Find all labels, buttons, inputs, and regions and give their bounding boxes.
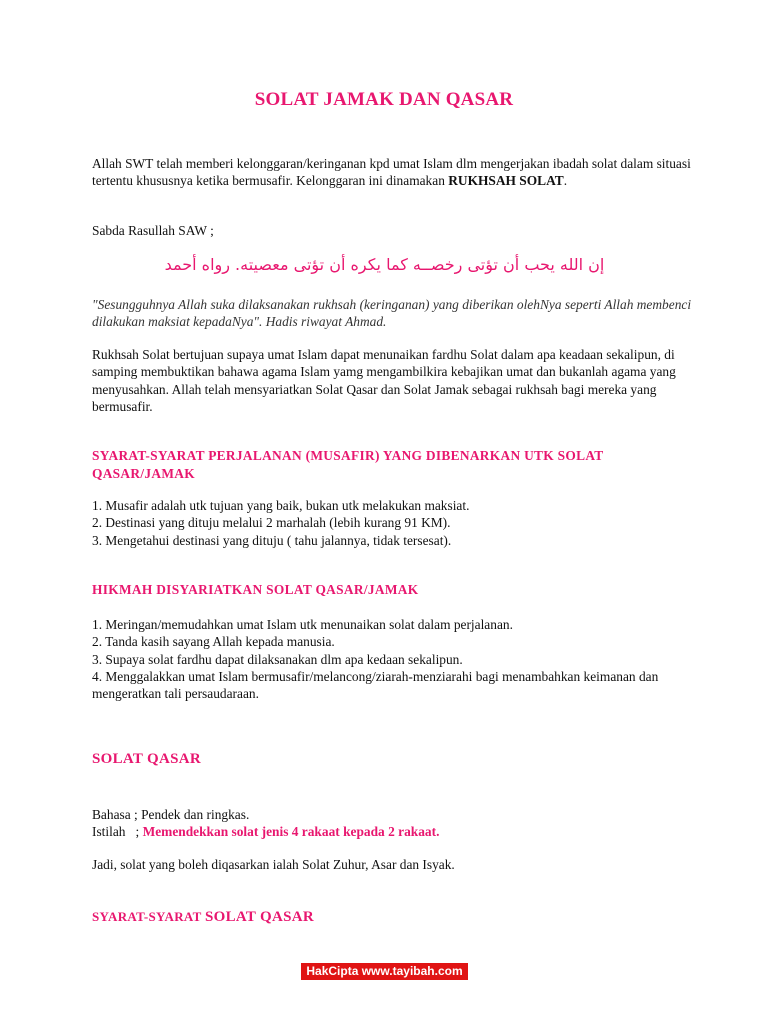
- intro-text: Allah SWT telah memberi kelonggaran/keringanan kpd umat Islam dlm mengerjakan ibadah solat dalam situasi tertentu khususnya ketika bermusafir. Kelonggaran ini dinamakan: [92, 156, 691, 189]
- copyright-footer: HakCipta www.tayibah.com: [301, 963, 468, 980]
- hikmah-list: [92, 616, 692, 702]
- hadith-translation: "Sesungguhnya Allah suka dilaksanakan rukhsah (keringanan) yang diberikan olehNya seperti Allah membenci dilakukan maksiat kepadaNya". Hadis riwayat Ahmad.: [92, 297, 692, 330]
- list-item: 3. Supaya solat fardhu dapat dilaksanakan dlm apa kedaan sekalipun.: [92, 651, 463, 667]
- list-item: 2. Tanda kasih sayang Allah kepada manusia.: [92, 634, 335, 650]
- list-item: 1. Meringan/memudahkan umat Islam utk menunaikan solat dalam perjalanan.: [92, 617, 513, 632]
- intro-end: .: [563, 173, 568, 189]
- list-item: 2. Destinasi yang dituju melalui 2 marhalah (lebih kurang 91 KM).: [92, 515, 451, 531]
- syarat-list: [92, 497, 692, 549]
- page-title: SOLAT JAMAK DAN QASAR: [254, 89, 514, 110]
- istilah-value: Memendekkan solat jenis 4 rakaat kepada 2 rakaat.: [142, 824, 440, 840]
- hikmah-heading: HIKMAH DISYARIATKAN SOLAT QASAR/JAMAK: [92, 582, 419, 597]
- bahasa-line: Bahasa ; Pendek dan ringkas.: [92, 807, 250, 822]
- list-item: 1. Musafir adalah utk tujuan yang baik, bukan utk melakukan maksiat.: [92, 498, 470, 513]
- rukhsah-paragraph: Rukhsah Solat bertujuan supaya umat Islam dapat menunaikan fardhu Solat dalam apa keadaan sekalipun, di samping membuktikan bahawa agama Islam yamg mengambilkira kebajikan umat dan bukanlah agama yang menyusahkan. Allah telah mensyariatkan Solat Qasar dan Solat Jamak sebagai rukhsah bagi mereka yang bermusafir.: [92, 347, 676, 414]
- definition-block: [92, 806, 692, 841]
- list-item: 4. Menggalakkan umat Islam bermusafir/melancong/ziarah-menziarahi bagi menambahkan keimanan dan mengeratkan tali persaudaraan.: [92, 668, 659, 702]
- istilah-line: [92, 823, 692, 840]
- jadi-line: Jadi, solat yang boleh diqasarkan ialah Solat Zuhur, Asar dan Isyak.: [92, 857, 455, 872]
- solat-qasar-heading: SOLAT QASAR: [92, 751, 202, 767]
- intro-bold-term: RUKHSAH SOLAT: [448, 173, 564, 189]
- syarat-qasar-title: SOLAT QASAR: [204, 909, 314, 925]
- sabda-line: Sabda Rasullah SAW ;: [92, 223, 214, 238]
- syarat-qasar-prefix: SYARAT-SYARAT: [92, 909, 205, 924]
- list-item: 3. Mengetahui destinasi yang dituju ( tahu jalannya, tidak tersesat).: [92, 532, 452, 548]
- istilah-label: Istilah ;: [92, 824, 143, 840]
- arabic-hadith: إن الله يحب أن تؤتى رخصــه كما يكره أن تؤتى معصيته. رواه أحمد: [164, 255, 605, 274]
- syarat-perjalanan-heading: SYARAT-SYARAT PERJALANAN (MUSAFIR) YANG DIBENARKAN UTK SOLAT QASAR/JAMAK: [92, 448, 604, 481]
- intro-paragraph: [92, 155, 692, 190]
- syarat-solat-qasar-heading: [92, 908, 692, 927]
